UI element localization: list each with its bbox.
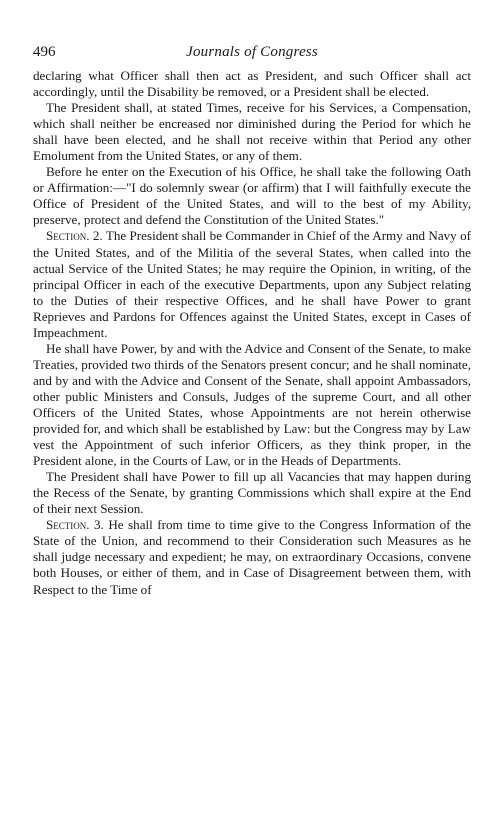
section-label: Section. 3.	[46, 517, 104, 533]
paragraph-text: declaring what Officer shall then act as President, and such Officer shall act accordingly, until the Disability be removed, or a President shall be elected.	[33, 68, 471, 100]
paragraph	[33, 517, 471, 597]
section-label: Section. 2.	[46, 228, 103, 244]
document-page	[33, 44, 471, 598]
paragraph-text: Before he enter on the Execution of his Office, he shall take the following Oath or Affirmation:—"I do solemnly swear (or affirm) that I will faithfully execute the Office of President of the United States, and will to the best of my Ability, preserve, protect and defend the Constitution of the United States."	[33, 164, 471, 228]
paragraph	[33, 469, 471, 517]
body-text	[33, 68, 471, 598]
paragraph-text: The President shall have Power to fill up all Vacancies that may happen during the Recess of the Senate, by granting Commissions which shall expire at the End of their next Session.	[33, 469, 471, 517]
page-number: 496	[33, 44, 56, 60]
paragraph-text: He shall from time to time give to the Congress Information of the State of the Union, and recommend to their Consideration such Measures as he shall judge necessary and expedient; he may, on extraordinary Occasions, convene both Houses, or either of them, and in Case of Disagreement between them, with Respect to the Time of	[33, 517, 471, 597]
paragraph	[33, 164, 471, 228]
paragraph	[33, 68, 471, 100]
paragraph-text: The President shall, at stated Times, receive for his Services, a Compensation, which shall neither be encreased nor diminished during the Period for which he shall have been elected, and he shall not receive within that Period any other Emolument from the United States, or any of them.	[33, 100, 471, 164]
paragraph-text: The President shall be Commander in Chief of the Army and Navy of the United States, and of the Militia of the several States, when called into the actual Service of the United States; he may require the Opinion, in writing, of the principal Officer in each of the executive Departments, upon any Subject relating to the Duties of their respective Offices, and he shall have Power to grant Reprieves and Pardons for Offences against the United States, except in Cases of Impeachment.	[33, 228, 471, 340]
page-header	[33, 44, 471, 68]
paragraph	[33, 100, 471, 164]
paragraph	[33, 228, 471, 340]
paragraph-text: He shall have Power, by and with the Advice and Consent of the Senate, to make Treaties, provided two thirds of the Senators present concur; and he shall nominate, and by and with the Advice and Consent of the Senate, shall appoint Ambassadors, other public Ministers and Consuls, Judges of the supreme Court, and all other Officers of the United States, whose Appointments are not herein otherwise provided for, and which shall be established by Law: but the Congress may by Law vest the Appointment of such inferior Officers, as they think proper, in the President alone, in the Courts of Law, or in the Heads of Departments.	[33, 340, 471, 469]
running-head: Journals of Congress	[186, 44, 318, 60]
paragraph	[33, 341, 471, 469]
